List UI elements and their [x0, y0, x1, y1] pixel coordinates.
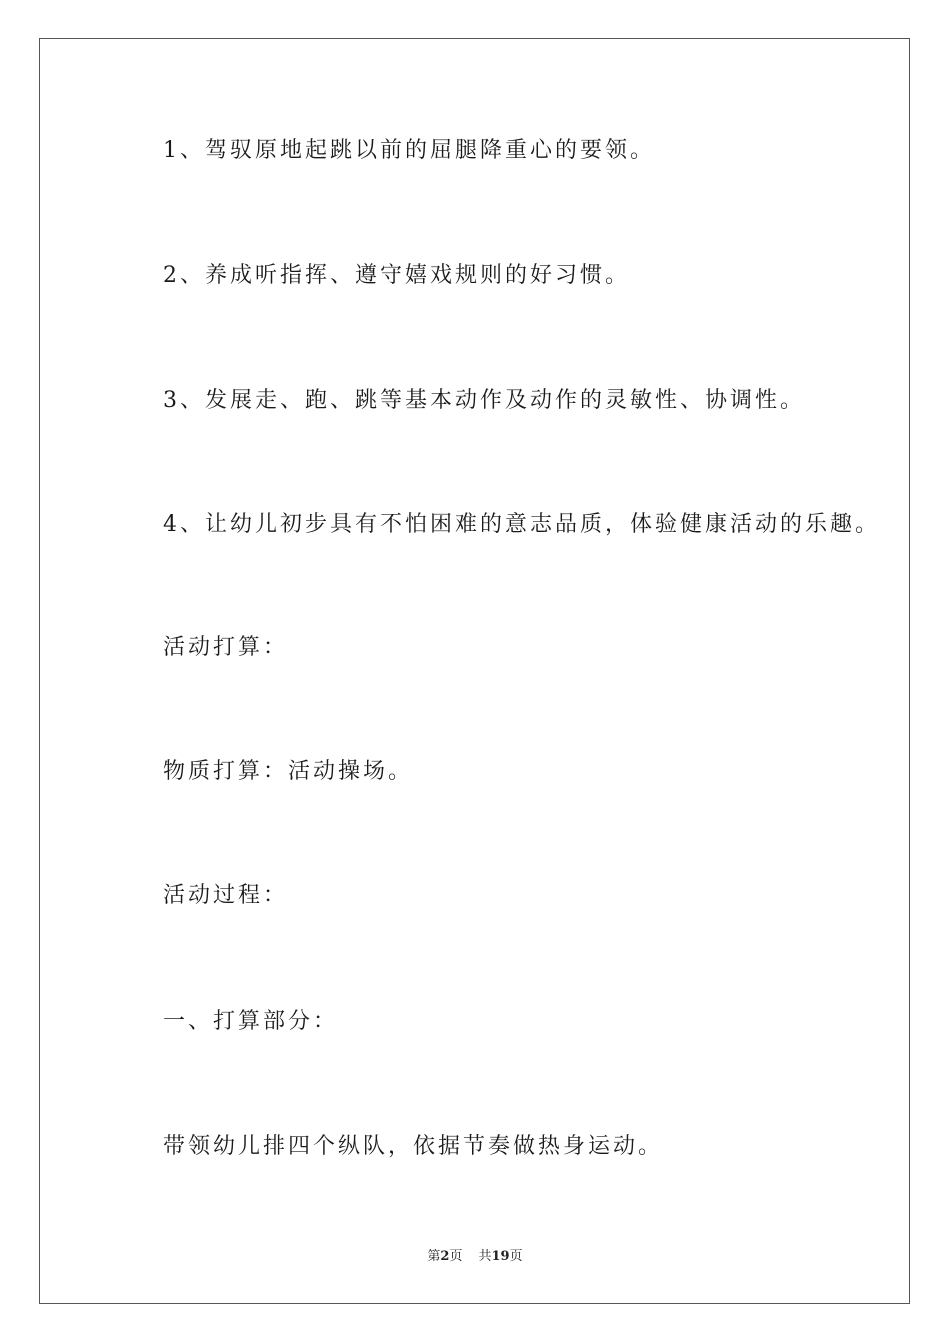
- paragraph-warmup: 带领幼儿排四个纵队，依据节奏做热身运动。: [163, 1134, 664, 1159]
- paragraph-objective-4: 4、让幼儿初步具有不怕困难的意志品质，体验健康活动的乐趣。: [163, 512, 880, 537]
- footer-page-number: 2: [440, 1249, 450, 1264]
- page-footer: [0, 1248, 950, 1266]
- heading-activity-process: 活动过程：: [163, 883, 289, 908]
- footer-total-suffix: 页: [509, 1249, 523, 1264]
- footer-page-prefix: 第: [427, 1249, 441, 1264]
- heading-activity-preparation: 活动打算：: [163, 635, 289, 660]
- page-frame: [39, 38, 910, 1304]
- footer-page-suffix: 页: [449, 1249, 463, 1264]
- paragraph-objective-1: 1、驾驭原地起跳以前的屈腿降重心的要领。: [163, 138, 655, 163]
- footer-total-prefix: 共: [478, 1249, 492, 1264]
- paragraph-material-preparation: 物质打算：活动操场。: [163, 759, 414, 784]
- paragraph-objective-2: 2、养成听指挥、遵守嬉戏规则的好习惯。: [163, 263, 630, 288]
- footer-total-pages: 19: [491, 1249, 510, 1264]
- paragraph-objective-3: 3、发展走、跑、跳等基本动作及动作的灵敏性、协调性。: [163, 388, 805, 413]
- heading-preparation-part: 一、打算部分：: [163, 1009, 339, 1034]
